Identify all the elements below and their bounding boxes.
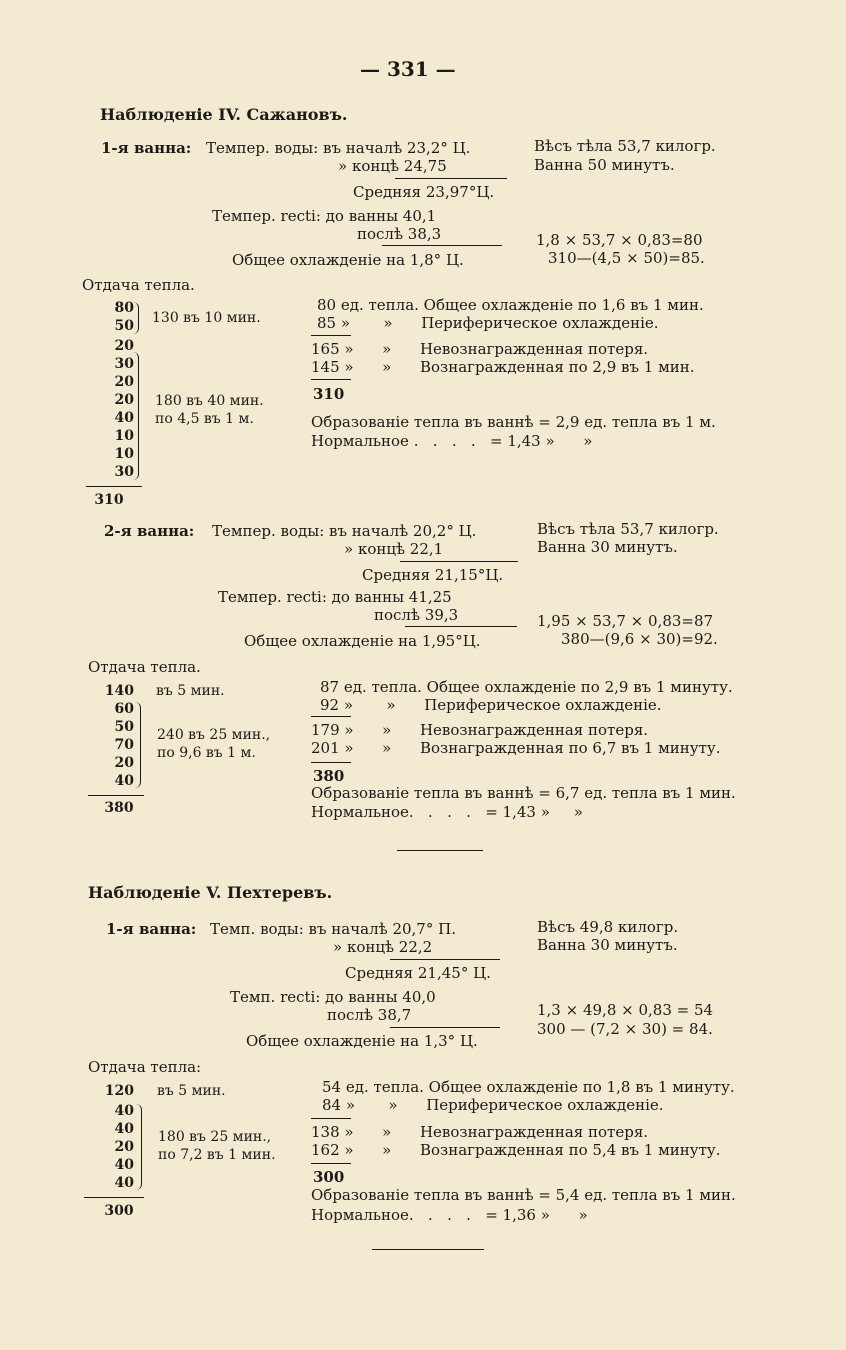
heat-value: 40 bbox=[114, 410, 134, 426]
rectal-temp-after: послѣ 39,3 bbox=[374, 606, 459, 624]
total-cooling: Общее охлажденіе на 1,95°Ц. bbox=[244, 632, 481, 650]
divider-line bbox=[311, 1163, 351, 1164]
interval-note: по 7,2 въ 1 мин. bbox=[158, 1147, 276, 1163]
heat-output-header: Отдача тепла. bbox=[88, 658, 201, 676]
heat-line: 87 ед. тепла. Общее охлажденіе по 2,9 въ 1 минуту. bbox=[320, 678, 733, 696]
section-divider bbox=[372, 1249, 484, 1250]
interval-note: въ 5 мин. bbox=[156, 683, 225, 699]
heat-value: 40 bbox=[114, 1157, 134, 1173]
brace bbox=[133, 352, 139, 480]
calculation-2: 300 — (7,2 × 30) = 84. bbox=[537, 1020, 713, 1038]
heat-value: 50 bbox=[114, 318, 134, 334]
normal-value: Нормальное. . . . = 1,36 » » bbox=[311, 1206, 588, 1224]
total-cooling: Общее охлажденіе на 1,3° Ц. bbox=[246, 1032, 478, 1050]
water-temp-start: Темпер. воды: въ началѣ 23,2° Ц. bbox=[206, 139, 471, 157]
heat-output-header: Отдача тепла: bbox=[88, 1058, 202, 1076]
heat-value: 20 bbox=[114, 392, 134, 408]
heat-value: 50 bbox=[114, 719, 134, 735]
sum-line bbox=[88, 795, 144, 796]
bath-duration: Ванна 50 минутъ. bbox=[534, 156, 675, 174]
column-total: 380 bbox=[104, 800, 134, 816]
bath-duration: Ванна 30 минутъ. bbox=[537, 936, 678, 954]
brace bbox=[133, 302, 139, 334]
divider-line bbox=[311, 716, 351, 717]
heat-formation: Образованіе тепла въ ваннѣ = 6,7 ед. тепла въ 1 мин. bbox=[311, 784, 736, 802]
heat-value: 20 bbox=[114, 338, 134, 354]
section-divider bbox=[397, 850, 483, 851]
interval-note: 180 въ 25 мин., bbox=[158, 1129, 272, 1145]
bath-duration: Ванна 30 минутъ. bbox=[537, 538, 678, 556]
heat-value: 60 bbox=[114, 701, 134, 717]
divider-line bbox=[390, 1027, 500, 1028]
rectal-temp-before: Темпер. recti: до ванны 41,25 bbox=[218, 588, 452, 606]
interval-note: 130 въ 10 мин. bbox=[152, 310, 261, 326]
bath-label: 1-я ванна: bbox=[106, 920, 197, 938]
heat-value: 30 bbox=[114, 464, 134, 480]
heat-line: 201 » » Вознагражденная по 6,7 въ 1 минуту. bbox=[311, 739, 721, 757]
rectal-temp-before: Темпер. recti: до ванны 40,1 bbox=[212, 207, 437, 225]
interval-note: 240 въ 25 мин., bbox=[157, 727, 271, 743]
interval-note: въ 5 мин. bbox=[157, 1083, 226, 1099]
body-weight: Вѣсъ 49,8 килогр. bbox=[537, 918, 679, 936]
total-cooling: Общее охлажденіе на 1,8° Ц. bbox=[232, 251, 464, 269]
mean-temp: Средняя 21,15°Ц. bbox=[362, 566, 504, 584]
heat-value: 70 bbox=[114, 737, 134, 753]
heat-formation: Образованіе тепла въ ваннѣ = 2,9 ед. тепла въ 1 м. bbox=[311, 413, 716, 431]
heat-sum: 380 bbox=[313, 767, 345, 785]
heat-value: 40 bbox=[114, 1121, 134, 1137]
calculation-2: 380—(9,6 × 30)=92. bbox=[561, 630, 718, 648]
calculation-2: 310—(4,5 × 50)=85. bbox=[548, 249, 705, 267]
bath-label: 1-я ванна: bbox=[101, 139, 192, 157]
heat-line: 85 » » Периферическое охлажденіе. bbox=[317, 314, 659, 332]
heat-line: 84 » » Периферическое охлажденіе. bbox=[322, 1096, 664, 1114]
divider-line bbox=[311, 379, 351, 380]
heat-output-header: Отдача тепла. bbox=[82, 276, 195, 294]
brace bbox=[135, 702, 141, 788]
heat-value: 20 bbox=[114, 374, 134, 390]
water-temp-end: » концѣ 24,75 bbox=[338, 157, 447, 175]
bath-label: 2-я ванна: bbox=[104, 522, 195, 540]
divider-line bbox=[395, 178, 507, 179]
heat-formation: Образованіе тепла въ ваннѣ = 5,4 ед. тепла въ 1 мин. bbox=[311, 1186, 736, 1204]
sum-line bbox=[86, 486, 142, 487]
normal-value: Нормальное . . . . = 1,43 » » bbox=[311, 432, 593, 450]
divider-line bbox=[311, 335, 351, 336]
heat-line: 80 ед. тепла. Общее охлажденіе по 1,6 въ 1 мин. bbox=[317, 296, 704, 314]
sum-line bbox=[84, 1197, 144, 1198]
heat-value: 20 bbox=[114, 1139, 134, 1155]
heat-value: 40 bbox=[114, 773, 134, 789]
heat-value: 40 bbox=[114, 1103, 134, 1119]
column-total: 300 bbox=[104, 1203, 134, 1219]
rectal-temp-after: послѣ 38,7 bbox=[327, 1006, 412, 1024]
heat-sum: 300 bbox=[313, 1168, 345, 1186]
brace bbox=[136, 1104, 142, 1190]
column-total: 310 bbox=[94, 492, 124, 508]
water-temp-start: Темпер. воды: въ началѣ 20,2° Ц. bbox=[212, 522, 477, 540]
interval-note: 180 въ 40 мин. bbox=[155, 393, 264, 409]
page-number: — 331 — bbox=[360, 57, 456, 81]
body-weight: Вѣсъ тѣла 53,7 килогр. bbox=[537, 520, 719, 538]
observation-title: Наблюденіе V. Пехтеревъ. bbox=[88, 883, 333, 902]
heat-line: 145 » » Вознагражденная по 2,9 въ 1 мин. bbox=[311, 358, 695, 376]
interval-note: по 4,5 въ 1 м. bbox=[155, 411, 254, 427]
calculation-1: 1,3 × 49,8 × 0,83 = 54 bbox=[537, 1001, 714, 1019]
calculation-1: 1,95 × 53,7 × 0,83=87 bbox=[537, 612, 714, 630]
rectal-temp-after: послѣ 38,3 bbox=[357, 225, 442, 243]
divider-line bbox=[382, 245, 502, 246]
heat-value: 120 bbox=[104, 1083, 134, 1099]
divider-line bbox=[390, 959, 500, 960]
divider-line bbox=[400, 561, 518, 562]
heat-line: 54 ед. тепла. Общее охлажденіе по 1,8 въ 1 минуту. bbox=[322, 1078, 735, 1096]
divider-line bbox=[405, 626, 517, 627]
heat-value: 40 bbox=[114, 1175, 134, 1191]
heat-line: 92 » » Периферическое охлажденіе. bbox=[320, 696, 662, 714]
water-temp-start: Темп. воды: въ началѣ 20,7° П. bbox=[210, 920, 456, 938]
water-temp-end: » концѣ 22,1 bbox=[344, 540, 444, 558]
heat-value: 20 bbox=[114, 755, 134, 771]
divider-line bbox=[311, 762, 351, 763]
heat-sum: 310 bbox=[313, 385, 345, 403]
observation-title: Наблюденіе IV. Сажановъ. bbox=[100, 105, 348, 124]
divider-line bbox=[311, 1118, 351, 1119]
water-temp-end: » концѣ 22,2 bbox=[333, 938, 433, 956]
normal-value: Нормальное. . . . = 1,43 » » bbox=[311, 803, 583, 821]
mean-temp: Средняя 23,97°Ц. bbox=[353, 183, 495, 201]
heat-value: 10 bbox=[114, 428, 134, 444]
rectal-temp-before: Темп. recti: до ванны 40,0 bbox=[230, 988, 436, 1006]
heat-value: 10 bbox=[114, 446, 134, 462]
body-weight: Вѣсъ тѣла 53,7 килогр. bbox=[534, 137, 716, 155]
interval-note: по 9,6 въ 1 м. bbox=[157, 745, 256, 761]
heat-line: 165 » » Невознагражденная потеря. bbox=[311, 340, 649, 358]
calculation-1: 1,8 × 53,7 × 0,83=80 bbox=[536, 231, 703, 249]
mean-temp: Средняя 21,45° Ц. bbox=[345, 964, 491, 982]
heat-value: 140 bbox=[104, 683, 134, 699]
heat-line: 162 » » Вознагражденная по 5,4 въ 1 минуту. bbox=[311, 1141, 721, 1159]
heat-value: 30 bbox=[114, 356, 134, 372]
heat-value: 80 bbox=[114, 300, 134, 316]
heat-line: 138 » » Невознагражденная потеря. bbox=[311, 1123, 649, 1141]
heat-line: 179 » » Невознагражденная потеря. bbox=[311, 721, 649, 739]
